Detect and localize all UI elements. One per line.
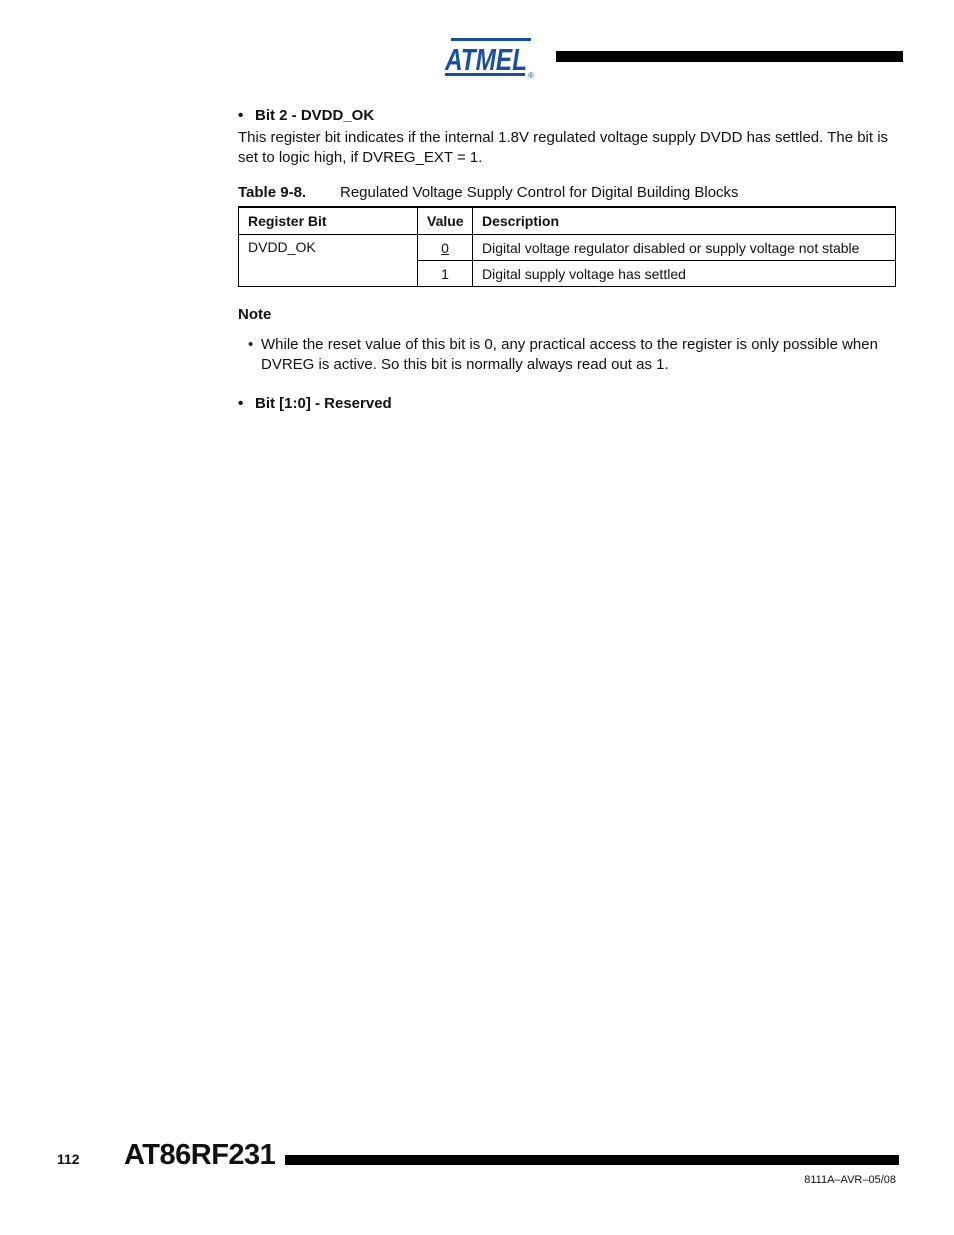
header-rule bbox=[556, 51, 903, 62]
note-text: While the reset value of this bit is 0, any practical access to the register is only possible when DVREG is active. So this bit is normally always read out as 1. bbox=[261, 336, 878, 373]
table-caption-title: Regulated Voltage Supply Control for Digital Building Blocks bbox=[340, 184, 739, 201]
reserved-heading bbox=[238, 394, 900, 414]
registered-mark: ® bbox=[528, 71, 534, 80]
table-caption bbox=[238, 183, 900, 203]
footer-rule bbox=[285, 1155, 899, 1165]
note-title: Note bbox=[238, 306, 272, 323]
register-bit-cell: DVDD_OK bbox=[239, 235, 418, 287]
bullet-dot: • bbox=[238, 395, 244, 412]
description-cell: Digital voltage regulator disabled or supply voltage not stable bbox=[473, 235, 896, 261]
table-row bbox=[239, 235, 896, 261]
bullet-dot: • bbox=[238, 107, 244, 124]
note-item bbox=[238, 335, 900, 375]
value-text: 0 bbox=[441, 239, 449, 256]
bit2-heading-text: Bit 2 - DVDD_OK bbox=[255, 107, 375, 124]
page-content bbox=[238, 106, 900, 414]
table-caption-number: Table 9-8. bbox=[238, 184, 307, 201]
table-header-row bbox=[239, 207, 896, 235]
value-cell bbox=[418, 235, 473, 261]
header-description: Description bbox=[473, 207, 896, 235]
header-register-bit: Register Bit bbox=[239, 207, 418, 235]
bit2-description: This register bit indicates if the internal 1.8V regulated voltage supply DVDD has settled. The bit is set to logic high, if DVREG_EXT = 1. bbox=[238, 129, 889, 166]
document-title: AT86RF231 bbox=[124, 1139, 276, 1171]
page-number: 112 bbox=[57, 1151, 80, 1167]
register-table bbox=[238, 206, 896, 287]
document-code: 8111A–AVR–05/08 bbox=[804, 1174, 896, 1186]
logo-text: ATMEL bbox=[444, 42, 527, 77]
reserved-heading-text: Bit [1:0] - Reserved bbox=[255, 395, 392, 412]
bullet-dot: • bbox=[248, 336, 254, 353]
header-value: Value bbox=[418, 207, 473, 235]
atmel-logo bbox=[441, 32, 537, 80]
bit2-heading bbox=[238, 106, 900, 126]
description-cell: Digital supply voltage has settled bbox=[473, 261, 896, 287]
value-cell: 1 bbox=[418, 261, 473, 287]
